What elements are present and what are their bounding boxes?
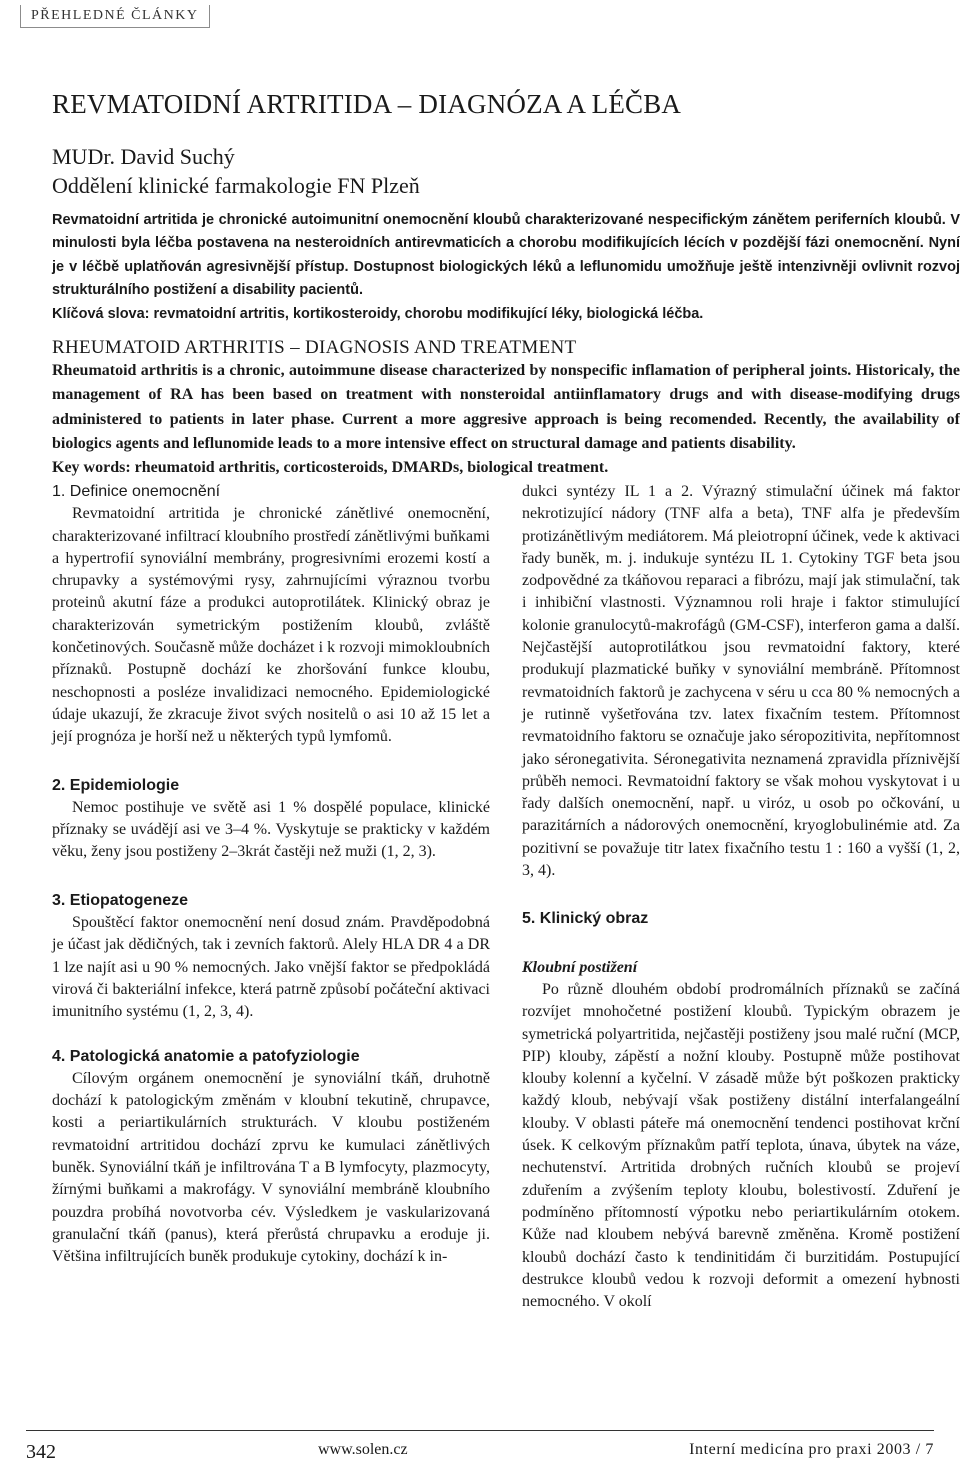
- right-column: [522, 481, 960, 1313]
- section-heading-clinical: 5. Klinický obraz: [522, 910, 649, 928]
- section-text-clinical: Po různě dlouhém období prodromálních příznaků se začíná rozvíjet mnohočetné postižení kloubů. Typickým obrazem je symetrická polyartritida, nejčastěji postiženy jsou malé ruční (MCP, PIP) klouby, zápěstí a nožní klouby. Postupně může postihovat klouby kolenní a kyčelní. V zásadě může být poškozen prakticky každý kloub, nebývají však postiženy distální interfalangeální klouby. V oblasti páteře má onemocnění tendenci postihovat krční úsek. K celkovým příznakům patří teplota, únava, úbytek na váze, nechutenství. Artritida drobných ručních kloubů se projeví zduřením a zvýšením teploty kloubu, bolestivostí. Zduření je podmíněno přítomností výpotku nebo periartikulárním otokem. Kůže nad kloubem nebývá barevně změněna. Kromě postižení kloubů dochází často k tendinitidám či burzitidám. Postupující destrukce kloubů vedou k rozvoji deformit a omezení hybnosti nemocného. V okolí: [522, 980, 960, 1311]
- journal-name: Interní medicína pro praxi 2003 / 7: [689, 1441, 934, 1458]
- abstract-cz-keywords: Klíčová slova: revmatoidní artritis, kortikosteroidy, chorobu modifikující léky, biologická léčba.: [52, 305, 704, 322]
- abstract-en-title: RHEUMATOID ARTHRITIS – DIAGNOSIS AND TREATMENT: [52, 337, 577, 358]
- left-column: [52, 481, 490, 1269]
- section-heading-pathology: 4. Patologická anatomie a patofyziologie: [52, 1047, 360, 1065]
- section-text-etiopathogenesis: Spouštěcí faktor onemocnění není dosud znám. Pravděpodobná je účast jak dědičných, tak i zevních faktorů. Alely HLA DR 4 a DR 1 lze najít asi u 90 % nemocných. Jako vnější faktor se předpokládá virová či bakteriální infekce, která patrně způsobí počáteční aktivaci imunitního systému (1, 2, 3, 4).: [52, 914, 490, 1021]
- section-label: PŘEHLEDNÉ ČLÁNKY: [20, 5, 210, 28]
- footer-rule: [26, 1430, 934, 1431]
- section-text-pathology-continued: dukci syntézy IL 1 a 2. Výrazný stimulační účinek má faktor nekrotizující nádory (TNF alfa a beta), TNF alfa je především protizánětlivým mediátorem. Má pleiotropní účinek, vede k aktivaci řady buněk, m. j. indukuje syntézu IL 1. Cytokiny TGF beta jsou zodpovědné za tkáňovou reparaci a fibrózu, mají jak stimulační, tak i inhibiční vlastnosti. Významnou roli hraje i faktor stimulující kolonie granulocytů-makrofágů (GM-CSF), interferon gama a další. Nejčastější autoprotilátkou jsou revmatoidní faktory, které produkují plazmatické buňky v synoviální membráně. Přítomnost revmatoidních faktorů je zachycena v séru u cca 80 % nemocných a je rutinně vyšetřována tzv. latex fixačním testem. Přítomnost revmatoidního faktoru se označuje jako séropozitivita, nepřítomnost jako séronegativita. Séronegativita neznamená zpravidla příznivější průběh nemoci. Revmatoidní faktory se však mohou vyskytovat i u řady dalších onemocnění, např. u viróz, u osob po očkování, u parazitárních a nádorových onemocnění, kryoglobulinémie atd. Za pozitivní se považuje titr latex fixačního testu 1 : 160 a vyšší (1, 2, 3, 4).: [522, 483, 960, 880]
- section-text-pathology-start: Cílovým orgánem onemocnění je synoviální tkáň, druhotně dochází k patologickým změnám v kloubní tekutině, chrupavce, kosti a periartikulárních strukturách. V kloubu postiženém revmatoidní artritidou dochází zprvu ke kumulaci zánětlivých buněk. Synoviální tkáň je infiltrována T a B lymfocyty, plazmocyty, žírnými buňkami a makrofágy. V synoviální membráně kloubního pouzdra probíhá novotvorba cév. Výsledkem je vaskularizovaná granulační tkáň (panus), která přerůstá chrupavku a eroduje ji. Většina infiltrujících buněk produkuje cytokiny, dochází k in-: [52, 1069, 490, 1266]
- author-block: [52, 142, 420, 200]
- section-text-definition: Revmatoidní artritida je chronické zánětlivé onemocnění, charakterizované infiltrací kloubního prostředí zánětlivými buňkami a hypertrofií synoviální membrány, progresivními erozemi kostí a chrupavky a systémovými rysy, zahrnujícími výraznou tvorbu proteinů akutní fáze a produkci autoprotilátek. Klinický obraz je charakterizován symetrickým postižením kloubů, zvláště končetinových. Současně může docházet i k rozvoji mimokloubních příznaků. Postupně dochází ke zhoršování funkce kloubu, neschopnosti a posléze invalidizaci nemocného. Epidemiologické údaje ukazují, že zkracuje život svých nositelů o asi 10 až 15 let a její prognóza je horší než u některých typů lymfomů.: [52, 505, 490, 746]
- subheading-joint-involvement: Kloubní postižení: [522, 958, 638, 976]
- author-name: MUDr. David Suchý: [52, 144, 235, 169]
- website-link[interactable]: www.solen.cz: [318, 1441, 408, 1458]
- abstract-en: [52, 359, 960, 480]
- page-number: 342: [26, 1441, 56, 1463]
- abstract-en-text: Rheumatoid arthritis is a chronic, autoimmune disease characterized by nonspecific inflamation of peripheral joints. Historicaly, the management of RA has been based on treatment with nonsteroidal antiinflamatory drugs and with disease-modifying drugs administered to patients in later phase. Current a more aggresive approach is being recomended. Recently, the availability of biologics agents and leflunomide leads to a more intensive effect on structural damage and patients disability.: [52, 362, 960, 452]
- abstract-en-keywords: Key words: rheumatoid arthritis, corticosteroids, DMARDs, biological treatment.: [52, 459, 609, 477]
- section-text-epidemiology: Nemoc postihuje ve světě asi 1 % dospělé populace, klinické příznaky se uvádějí asi ve 3–4 %. Vyskytuje se prakticky v každém věku, ženy jsou postiženy 2–3krát častěji než muži (1, 2, 3).: [52, 798, 490, 861]
- section-heading-etiopathogenesis: 3. Etiopatogeneze: [52, 891, 189, 909]
- section-heading-epidemiology: 2. Epidemiologie: [52, 776, 180, 794]
- abstract-cz-text: Revmatoidní artritida je chronické autoimunitní onemocnění kloubů charakterizované nespecifickým zánětem periferních kloubů. V minulosti byla léčba postavena na nesteroidních antirevmaticích a chorobu modifikujících lécích v pozdější fázi onemocnění. Nyní je v léčbě uplatňován agresivnější přístup. Dostupnost biologických léků a leflunomidu umožňuje ještě intenzivněji ovlivnit rozvoj strukturálního postižení a disability pacientů.: [52, 212, 960, 299]
- section-heading-definition: 1. Definice onemocnění: [52, 483, 221, 500]
- author-affiliation: Oddělení klinické farmakologie FN Plzeň: [52, 173, 420, 198]
- article-title: REVMATOIDNÍ ARTRITIDA – DIAGNÓZA A LÉČBA: [52, 89, 682, 119]
- abstract-cz: [52, 209, 960, 326]
